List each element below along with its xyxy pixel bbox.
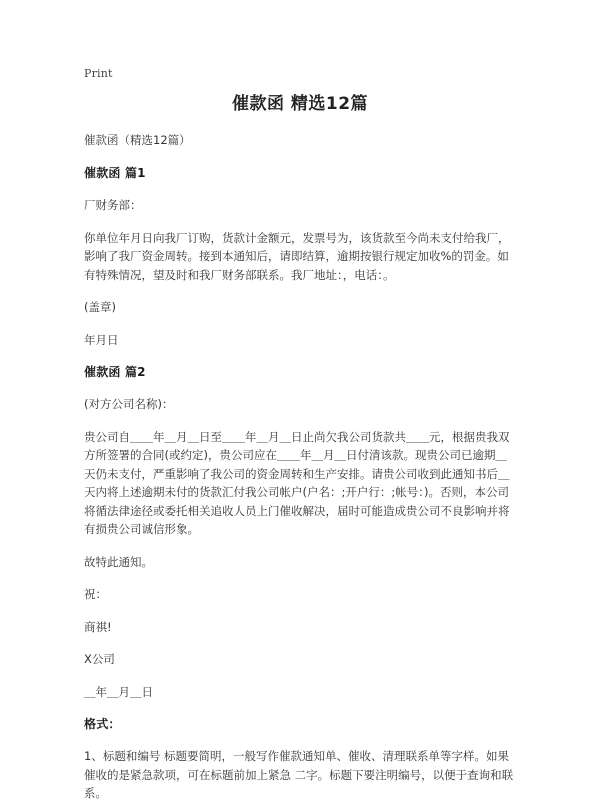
section-heading-3: 格式： [84,717,121,731]
section-2-paragraph-5: 商祺! [84,619,112,634]
section-1-paragraph-4: 年月日 [84,332,119,347]
section-2-paragraph-2: 贵公司自＿＿年＿月＿日至＿＿年＿月＿日止尚欠我公司货款共＿＿元，根据贵我双方所签署的合同(或约定)，贵公司应在＿＿年＿月＿日付清该款。现贵公司已逾期＿天仍未支付，严重影响了我公司的资金周转和生产安排。请贵公司收到此通知书后＿天内将上述逾期未付的货款汇付我公司帐户(户名：;开户行：;帐号：)。否则，本公司将循法律途径或委托相关追收人员上门催收解决，届时可能造成贵公司不良影响并将有损贵公司诚信形象。 [84,429,510,536]
section-1-paragraph-2: 你单位年月日向我厂订购，货款计金额元，发票号为，该货款至今尚未支付给我厂，影响了我厂资金周转。接到本通知后，请即结算，逾期按银行规定加收%的罚金。如有特殊情况，望及时和我厂财务部联系。我厂地址：，电话：。 [84,230,510,282]
section-2-paragraph-1: (对方公司名称)： [84,397,174,411]
section-2-paragraph-7: ＿年＿月＿日 [84,684,153,699]
section-3-paragraph-1: 1、标题和编号 标题要简明，一般写作催款通知单、催收、清理联系单等字样。如果催收的是紧急款项，可在标题前加上紧急 二字。标题下要注明编号，以便于查询和联系。 [84,749,514,800]
page-title: 催款函 精选12篇 [231,94,369,114]
section-2-paragraph-4: 祝： [84,587,107,601]
print-link[interactable]: Print [84,67,113,80]
document-body [84,92,516,803]
section-2-paragraph-6: X公司 [84,652,115,666]
document-subtitle: 催款函（精选12篇） [84,133,191,147]
section-heading-1: 催款函 篇1 [84,166,146,180]
section-heading-2: 催款函 篇2 [84,365,146,379]
section-2-paragraph-3: 故特此通知。 [84,554,153,569]
section-1-paragraph-1: 厂财务部： [84,198,142,212]
section-1-paragraph-3: (盖章) [84,300,116,314]
